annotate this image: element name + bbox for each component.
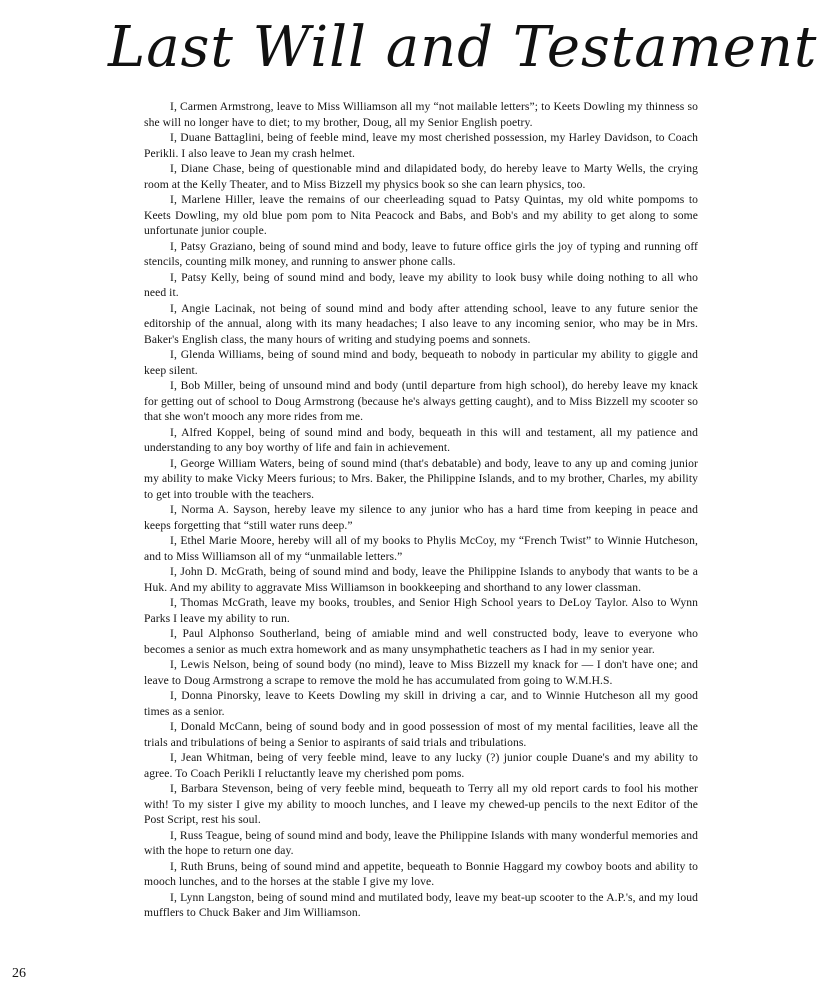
will-entry: I, Ruth Bruns, being of sound mind and appetite, bequeath to Bonnie Haggard my cowboy boots and ability to mooch lunches, and to the horses at the stable I give my love. bbox=[144, 859, 698, 888]
will-entry: I, Barbara Stevenson, being of very feeble mind, bequeath to Terry all my old report cards to fool his mother with! To my sister I give my ability to mooch lunches, and I leave my chewed-up pencils to the next Editor of the Post Script, rest his soul. bbox=[144, 782, 698, 826]
will-entry: I, Ethel Marie Moore, hereby will all of my books to Phylis McCoy, my “French Twist” to Winnie Hutcheson, and to Miss Williamson all of my “unmailable letters.” bbox=[144, 534, 698, 563]
page-number: 26 bbox=[12, 966, 26, 981]
page-title: Last Will and Testament bbox=[108, 15, 817, 80]
will-entry: I, Russ Teague, being of sound mind and body, leave the Philippine Islands with many wonderful memories and with the hope to return one day. bbox=[144, 828, 698, 857]
will-entry: I, Marlene Hiller, leave the remains of our cheerleading squad to Patsy Quintas, my old white pompoms to Keets Dowling, my old blue pom pom to Nita Peacock and Babs, and Bob's and my ability to get along to some unfortunate junior couple. bbox=[144, 193, 698, 237]
will-entry: I, Lewis Nelson, being of sound body (no mind), leave to Miss Bizzell my knack for — I don't have one; and leave to Doug Armstrong a scrape to remove the mold he has accumulated from going to W.M.H.S. bbox=[144, 658, 698, 687]
will-entry: I, John D. McGrath, being of sound mind and body, leave the Philippine Islands to anybody that wants to be a Huk. And my ability to aggravate Miss Williamson in bookkeeping and shorthand to any lower classman. bbox=[144, 565, 698, 594]
will-entry: I, Duane Battaglini, being of feeble mind, leave my most cherished possession, my Harley Davidson, to Coach Perikli. I also leave to Jean my crash helmet. bbox=[144, 131, 698, 160]
will-entry: I, Carmen Armstrong, leave to Miss Williamson all my “not mailable letters”; to Keets Dowling my thinness so she will no longer have to diet; to my brother, Doug, all my Senior English poetry. bbox=[144, 100, 698, 129]
will-entry: I, Lynn Langston, being of sound mind and mutilated body, leave my beat-up scooter to the A.P.'s, and my loud mufflers to Chuck Baker and Jim Williamson. bbox=[144, 890, 698, 919]
will-entry: I, Patsy Kelly, being of sound mind and body, leave my ability to look busy while doing nothing to all who need it. bbox=[144, 270, 698, 299]
will-entry: I, Norma A. Sayson, hereby leave my silence to any junior who has a hard time from keeping in peace and keeps forgetting that “still water runs deep.” bbox=[144, 503, 698, 532]
will-entry: I, Angie Lacinak, not being of sound mind and body after attending school, leave to any future senior the editorship of the annual, along with its many headaches; I also leave to any incoming senior, who may be in Mrs. Baker's English class, the many hours of writing and studying poems and sonnets. bbox=[144, 301, 698, 346]
will-entries bbox=[144, 99, 698, 921]
will-entry: I, Paul Alphonso Southerland, being of amiable mind and well constructed body, leave to everyone who becomes a senior as much extra homework and as many unsymphathetic teachers as I had in my senior year. bbox=[144, 627, 698, 656]
will-entry: I, Donna Pinorsky, leave to Keets Dowling my skill in driving a car, and to Winnie Hutcheson all my good times as a senior. bbox=[144, 689, 698, 718]
will-entry: I, Thomas McGrath, leave my books, troubles, and Senior High School years to DeLoy Taylor. Also to Wynn Parks I leave my ability to run. bbox=[144, 596, 698, 625]
will-entry: I, Diane Chase, being of questionable mind and dilapidated body, do hereby leave to Marty Wells, the crying room at the Kelly Theater, and to Miss Bizzell my physics book so she can learn physics, too. bbox=[144, 162, 698, 191]
will-entry: I, Jean Whitman, being of very feeble mind, leave to any lucky (?) junior couple Duane's and my ability to agree. To Coach Perikli I reluctantly leave my cherished pom poms. bbox=[144, 751, 698, 780]
will-entry: I, Donald McCann, being of sound body and in good possession of most of my mental facilities, leave all the trials and tribulations of being a Senior to aspirants of said trials and tribulations. bbox=[144, 720, 698, 749]
will-entry: I, Glenda Williams, being of sound mind and body, bequeath to nobody in particular my ability to giggle and keep silent. bbox=[144, 348, 698, 377]
will-entry: I, Patsy Graziano, being of sound mind and body, leave to future office girls the joy of typing and running off stencils, counting milk money, and running to answer phone calls. bbox=[144, 239, 698, 268]
will-entry: I, Bob Miller, being of unsound mind and body (until departure from high school), do hereby leave my knack for getting out of school to Doug Armstrong (because he's always getting caught), and to Miss Bizzell my scooter so that she won't mooch any more rides from me. bbox=[144, 379, 698, 423]
will-entry: I, George William Waters, being of sound mind (that's debatable) and body, leave to any up and coming junior my ability to make Vicky Meers furious; to Mrs. Baker, the Philippine Islands, and to my brother, Charles, my ability to get into trouble with the teachers. bbox=[144, 456, 698, 501]
will-entry: I, Alfred Koppel, being of sound mind and body, bequeath in this will and testament, all my patience and understanding to any boy worthy of life and fain in achievement. bbox=[144, 425, 698, 454]
